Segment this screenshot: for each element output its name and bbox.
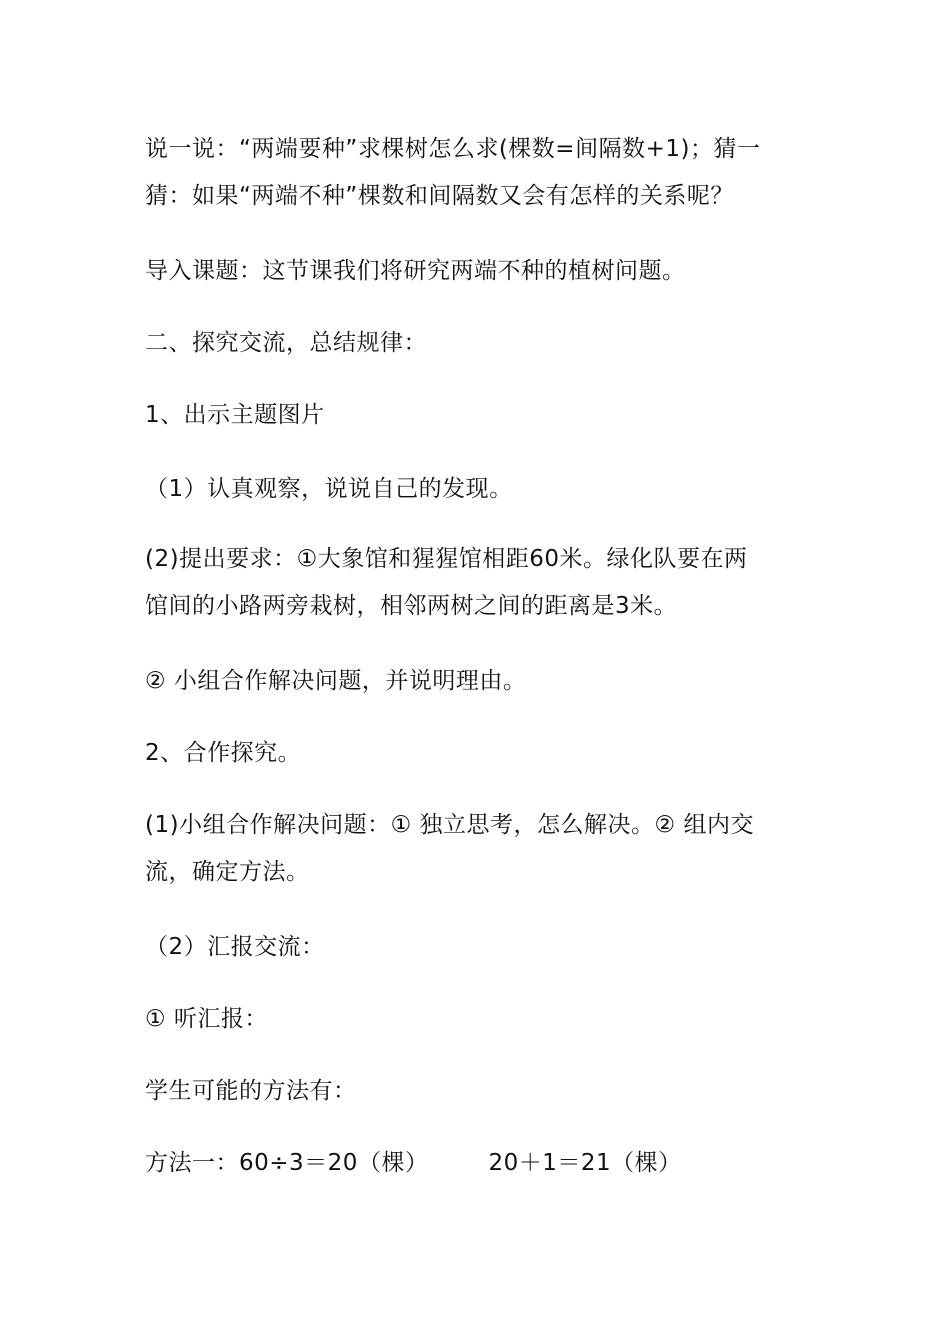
text-line: (1)小组合作解决问题：① 独立思考，怎么解决。② 组内交 (145, 812, 754, 838)
text-line: （1）认真观察，说说自己的发现。 (145, 476, 513, 502)
text-line: ② 小组合作解决问题，并说明理由。 (145, 668, 527, 694)
text-line: (2)提出要求：①大象馆和猩猩馆相距60米。绿化队要在两 (145, 546, 748, 572)
text-line: 说一说：“两端要种”求棵树怎么求(棵数=间隔数+1)；猜一 (145, 136, 761, 162)
paragraph-group-steps (145, 802, 815, 896)
text-line: 2、合作探究。 (145, 740, 302, 766)
text-line: 导入课题：这节课我们将研究两端不种的植树问题。 (145, 258, 686, 284)
paragraph-listen (145, 996, 815, 1043)
text-line: 二、探究交流，总结规律： (145, 330, 427, 356)
paragraph-group-solve (145, 658, 815, 705)
text-line: 馆间的小路两旁栽树，相邻两树之间的距离是3米。 (145, 593, 678, 619)
text-line: 学生可能的方法有： (145, 1078, 357, 1104)
paragraph-requirements (145, 536, 815, 630)
text-line: 猜：如果“两端不种”棵数和间隔数又会有怎样的关系呢？ (145, 183, 734, 209)
paragraph-lesson-intro (145, 248, 815, 295)
method-one-division: 方法一：60÷3＝20（棵） (145, 1150, 429, 1176)
text-line: ① 听汇报： (145, 1006, 268, 1032)
text-line: 流，确定方法。 (145, 859, 310, 885)
paragraph-method-one (145, 1140, 815, 1187)
text-line: 1、出示主题图片 (145, 402, 325, 428)
paragraph-cooperate (145, 730, 815, 777)
method-one-addition: 20＋1＝21（棵） (488, 1150, 682, 1176)
paragraph-methods-intro (145, 1068, 815, 1115)
paragraph-say-guess (145, 126, 815, 220)
method-line (145, 1140, 815, 1187)
text-line: （2）汇报交流： (145, 934, 325, 960)
paragraph-observe (145, 466, 815, 513)
paragraph-report (145, 924, 815, 971)
paragraph-show-image (145, 392, 815, 439)
section-heading-explore (145, 320, 815, 367)
